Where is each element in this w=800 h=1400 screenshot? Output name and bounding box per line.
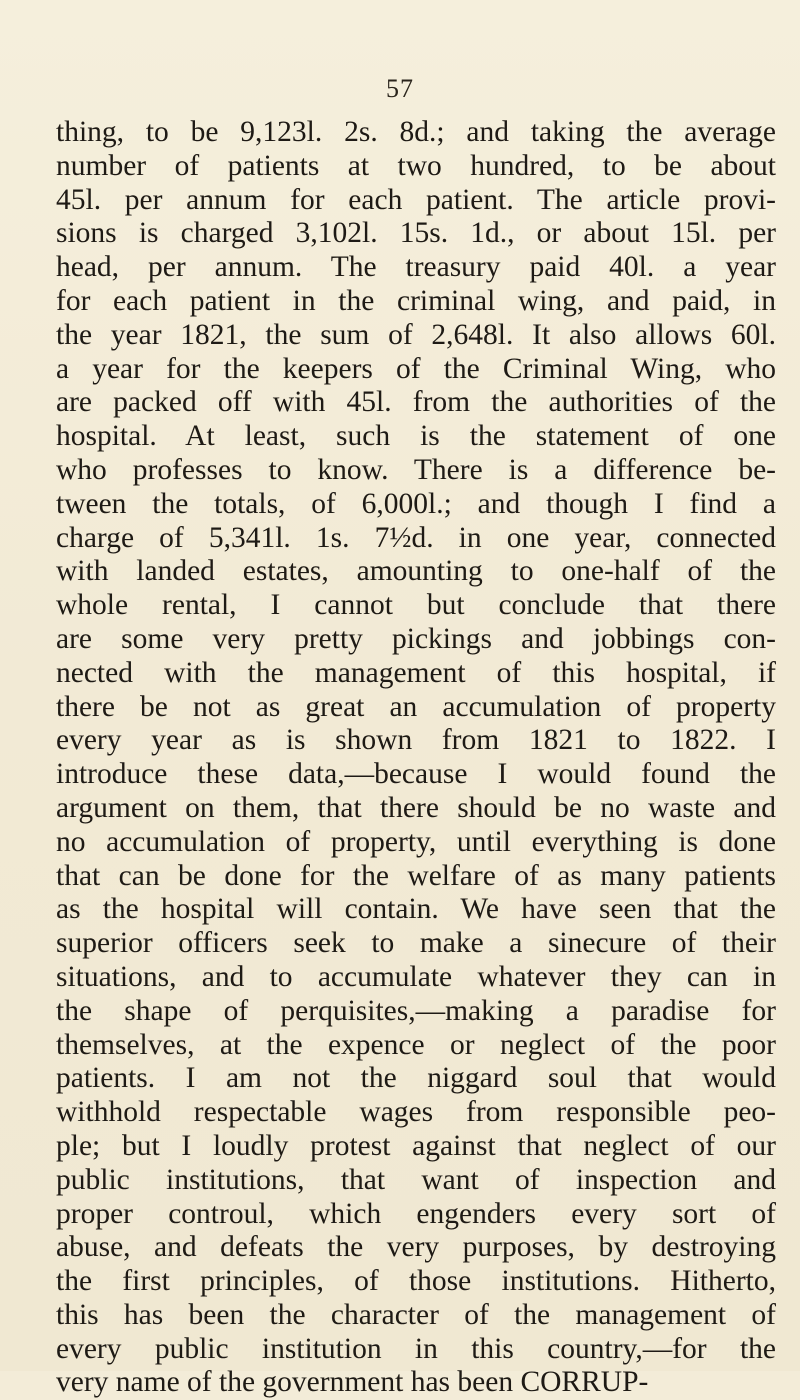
text-line: sions is charged 3,102l. 15s. 1d., or about 15l. per bbox=[56, 217, 776, 250]
text-line: whole rental, I cannot but conclude that there bbox=[56, 589, 776, 622]
text-line: hospital. At least, such is the statement of one bbox=[56, 420, 776, 453]
text-line: for each patient in the criminal wing, and paid, in bbox=[56, 284, 776, 317]
text-line: 45l. per annum for each patient. The article provi- bbox=[56, 183, 776, 216]
text-line: superior officers seek to make a sinecure of their bbox=[56, 927, 776, 960]
body-text bbox=[56, 116, 776, 1400]
text-line: themselves, at the expence or neglect of the poor bbox=[56, 1028, 776, 1061]
text-line: charge of 5,341l. 1s. 7½d. in one year, connected bbox=[56, 521, 776, 554]
text-line: the shape of perquisites,—making a paradise for bbox=[56, 994, 776, 1027]
text-line: with landed estates, amounting to one-half of the bbox=[56, 555, 776, 588]
text-line: nected with the management of this hospital, if bbox=[56, 656, 776, 689]
text-line: are some very pretty pickings and jobbings con- bbox=[56, 622, 776, 655]
text-line: very name of the government has been CORRUP- bbox=[56, 1366, 649, 1399]
text-line: number of patients at two hundred, to be about bbox=[56, 149, 776, 182]
text-line: every public institution in this country,—for the bbox=[56, 1332, 776, 1365]
text-line: that can be done for the welfare of as many patients bbox=[56, 859, 776, 892]
text-line: argument on them, that there should be no waste and bbox=[56, 791, 776, 824]
text-line: there be not as great an accumulation of property bbox=[56, 690, 776, 723]
text-line: every year as is shown from 1821 to 1822. I bbox=[56, 724, 776, 757]
text-line: public institutions, that want of inspection and bbox=[56, 1163, 776, 1196]
text-line: situations, and to accumulate whatever they can in bbox=[56, 960, 776, 993]
text-line: the first principles, of those institutions. Hitherto, bbox=[56, 1265, 776, 1298]
page-number: 57 bbox=[386, 74, 414, 103]
text-line: proper controul, which engenders every sort of bbox=[56, 1197, 776, 1230]
text-line: abuse, and defeats the very purposes, by destroying bbox=[56, 1231, 776, 1264]
text-line: patients. I am not the niggard soul that would bbox=[56, 1062, 776, 1095]
text-line: tween the totals, of 6,000l.; and though I find a bbox=[56, 487, 776, 520]
text-line: a year for the keepers of the Criminal Wing, who bbox=[56, 352, 776, 385]
text-line: the year 1821, the sum of 2,648l. It also allows 60l. bbox=[56, 318, 776, 351]
text-line: withhold respectable wages from responsible peo- bbox=[56, 1096, 776, 1129]
text-line: thing, to be 9,123l. 2s. 8d.; and taking the average bbox=[56, 116, 776, 148]
text-line: introduce these data,—because I would found the bbox=[56, 758, 776, 791]
text-line: as the hospital will contain. We have seen that the bbox=[56, 893, 776, 926]
text-line: ple; but I loudly protest against that neglect of our bbox=[56, 1129, 776, 1162]
text-line: who professes to know. There is a difference be- bbox=[56, 453, 776, 486]
text-line: head, per annum. The treasury paid 40l. a year bbox=[56, 251, 776, 284]
text-line: this has been the character of the management of bbox=[56, 1298, 776, 1331]
text-line: are packed off with 45l. from the authorities of the bbox=[56, 386, 776, 419]
text-line: no accumulation of property, until everything is done bbox=[56, 825, 776, 858]
